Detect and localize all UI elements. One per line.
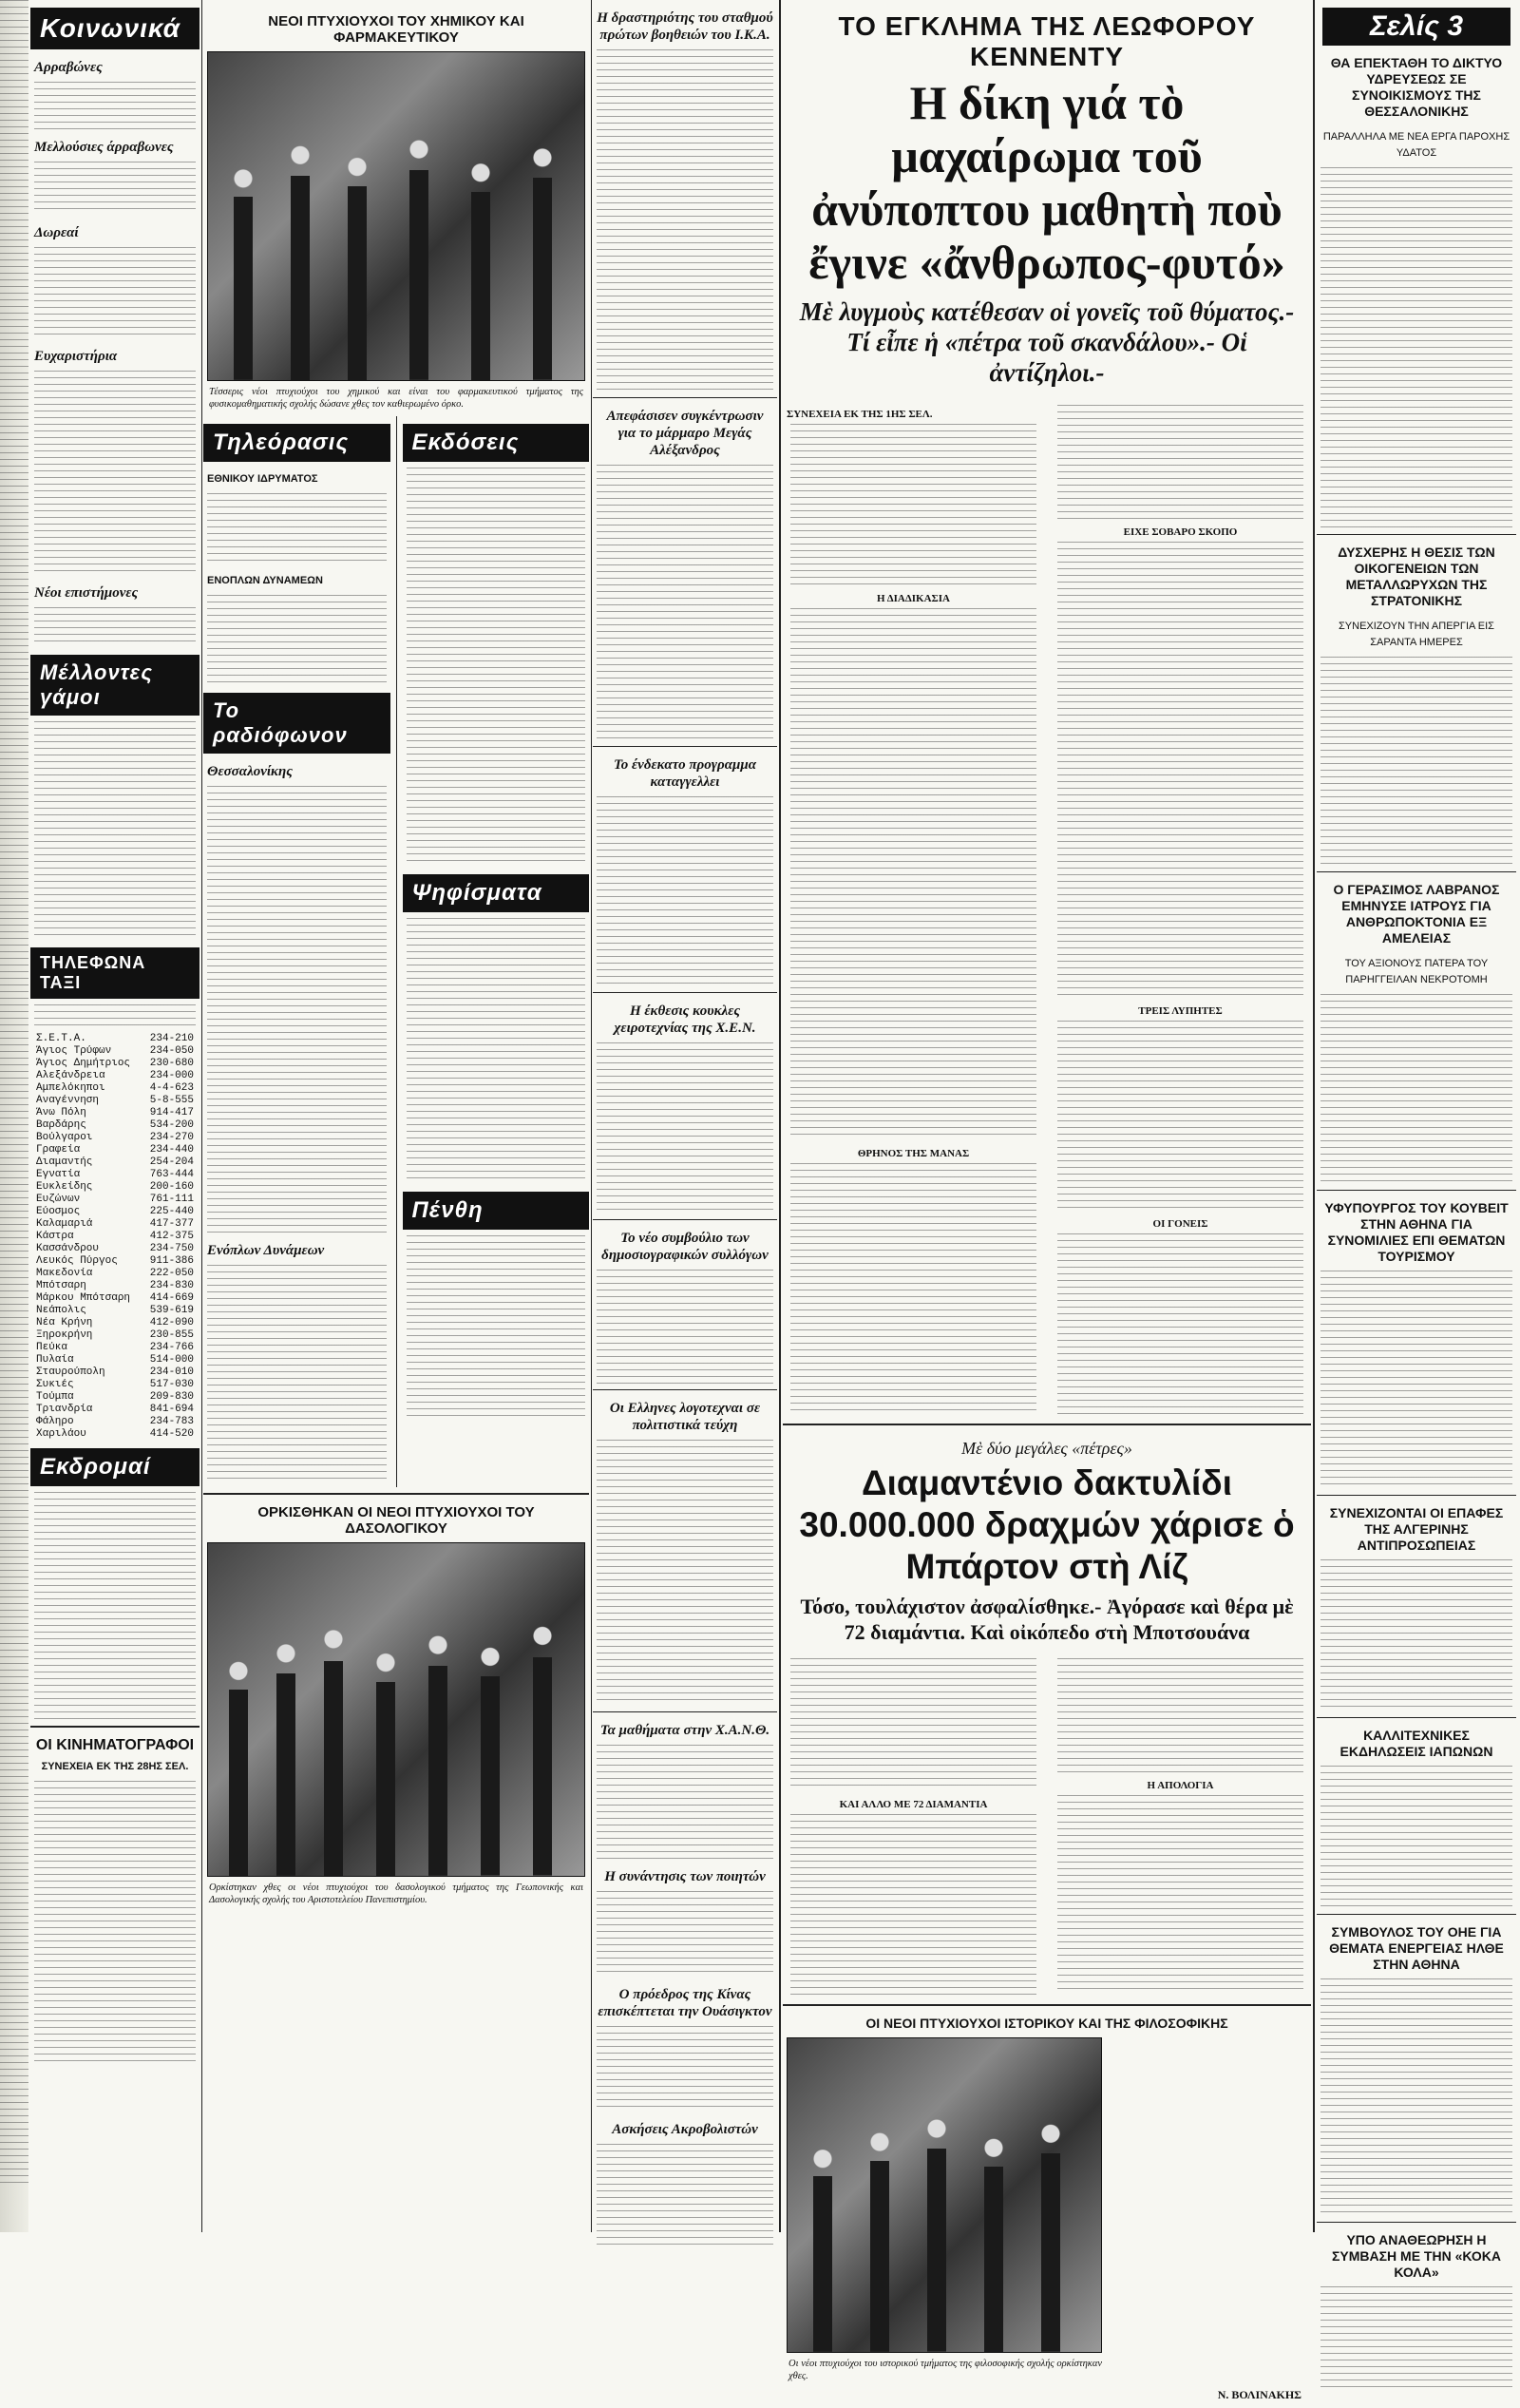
taxi-row	[36, 1231, 194, 1243]
taxi-name: Ξηροκρήνη	[36, 1329, 93, 1341]
story8-text	[1320, 2286, 1512, 2391]
new-scientists-heading: Νέοι επιστήμονες	[34, 585, 139, 601]
taxi-row	[36, 1243, 194, 1255]
diadikasia-text	[790, 608, 1036, 1140]
main-kicker: ΤΟ ΕΓΚΛΗΜΑ ΤΗΣ ΛΕΩΦΟΡΟΥ ΚΕΝΝΕΝΤΥ	[838, 11, 1256, 71]
taxi-number: 539-619	[149, 1305, 194, 1316]
history-graduates-photo	[787, 2037, 1102, 2353]
story5-title: ΣΥΝΕΧΙΖΟΝΤΑΙ ΟΙ ΕΠΑΦΕΣ ΤΗΣ ΑΛΓΕΡΙΝΗΣ ΑΝΤΙΠΡΟΣΩΠΕΙΑΣ	[1329, 1505, 1504, 1553]
column-rule	[779, 0, 781, 2232]
main-headline: Η δίκη γιά τὸ μαχαίρωμα τοῦ ἀνύποπτου μαθητὴ ποὺ ἔγινε «ἄνθρωπος-φυτό»	[808, 76, 1285, 289]
person-figure	[222, 1643, 255, 1876]
books-heading: Εκδόσεις	[403, 424, 590, 462]
column-rule	[591, 0, 592, 2232]
excursions-text	[34, 1492, 196, 1720]
taxi-phone-list	[36, 1033, 194, 1441]
story7-title: ΣΥΜΒΟΥΛΟΣ ΤΟΥ ΟΗΕ ΓΙΑ ΘΕΜΑΤΑ ΕΝΕΡΓΕΙΑΣ ΗΛΘΕ ΣΤΗΝ ΑΘΗΝΑ	[1329, 1924, 1504, 1972]
taxi-row	[36, 1280, 194, 1292]
taxi-number: 225-440	[149, 1206, 194, 1217]
kinotis-text	[597, 796, 773, 986]
taxi-row	[36, 1292, 194, 1305]
taxi-row	[36, 1428, 194, 1441]
person-figure	[1035, 2104, 1067, 2352]
story4-text	[1320, 1271, 1512, 1489]
taxi-number: 761-111	[149, 1194, 194, 1205]
taxi-number: 911-386	[149, 1255, 194, 1267]
taxi-number: 514-000	[149, 1354, 194, 1366]
taxi-number: 414-520	[149, 1428, 194, 1440]
taxi-name: Άνω Πόλη	[36, 1107, 86, 1118]
mourning-text	[407, 1235, 586, 1416]
person-figure	[526, 127, 559, 380]
divider	[1317, 1495, 1516, 1496]
person-figure	[341, 138, 373, 380]
ellines-heading: Οι Ελληνες λογοτεχναι σε πολιτιστικά τεύχη	[609, 1401, 761, 1433]
taxi-name: Συκιές	[36, 1379, 74, 1390]
diamond-kicker: Μὲ δύο μεγάλες «πέτρες»	[961, 1439, 1132, 1458]
taxi-number: 517-030	[149, 1379, 194, 1390]
taxi-number: 200-160	[149, 1181, 194, 1193]
taxi-name: Άγιος Δημήτριος	[36, 1058, 131, 1069]
taxi-number: 234-440	[149, 1144, 194, 1156]
alexander-text	[597, 465, 773, 740]
divider	[1317, 534, 1516, 535]
radio-armed-program	[207, 1265, 387, 1483]
synantisi-text	[597, 1891, 773, 1977]
taxi-number: 414-669	[149, 1292, 194, 1304]
tv-ert-program	[207, 493, 387, 564]
diamond-headline: Διαμαντένιο δακτυλίδι 30.000.000 δραχμών χάρισε ὁ Μπάρτον στὴ Λίζ	[799, 1463, 1295, 1586]
col2-top-text	[1057, 405, 1303, 519]
taxi-name: Αλεξάνδρεια	[36, 1070, 105, 1081]
taxi-row	[36, 1033, 194, 1045]
taxi-name: Εύοσμος	[36, 1206, 81, 1217]
divider	[1317, 2222, 1516, 2223]
taxi-row	[36, 1082, 194, 1095]
societal-heading: Κοινωνικά	[30, 8, 200, 49]
taxi-number: 230-680	[149, 1058, 194, 1069]
tv-heading: Τηλεόρασις	[203, 424, 390, 462]
taxi-row	[36, 1317, 194, 1329]
continued-label: ΣΥΝΕΧΕΙΑ ΕΚ ΤΗΣ 1ΗΣ ΣΕΛ.	[787, 409, 933, 420]
diamond-col2-text	[1057, 1658, 1303, 1772]
main-body-col-1	[787, 401, 1040, 1418]
taxi-number: 234-050	[149, 1045, 194, 1057]
taxi-number: 534-200	[149, 1119, 194, 1131]
books-column	[403, 416, 590, 1487]
taxi-name: Καλαμαριά	[36, 1218, 93, 1230]
taxi-name: Διαμαντής	[36, 1156, 93, 1168]
article-byline: Ν. ΒΟΛΙΝΑΚΗΣ	[1217, 2388, 1302, 2401]
radio-armed-label: Ενόπλων Δυνάμεων	[207, 1243, 325, 1258]
story7-text	[1320, 1978, 1512, 2216]
taxi-row	[36, 1329, 194, 1342]
main-lead-text	[790, 424, 1036, 585]
person-figure	[227, 151, 259, 381]
taxi-number: 412-090	[149, 1317, 194, 1328]
person-figure	[526, 1603, 559, 1876]
person-figure	[422, 1614, 454, 1877]
taxi-row	[36, 1305, 194, 1317]
story1-title: ΘΑ ΕΠΕΚΤΑΘΗ ΤΟ ΔΙΚΤΥΟ ΥΔΡΕΥΣΕΩΣ ΣΕ ΣΥΝΟΙΚΙΣΜΟΥΣ ΤΗΣ ΘΕΣΣΑΛΟΝΙΚΗΣ	[1330, 55, 1503, 119]
person-figure	[465, 144, 497, 380]
resolutions-text	[407, 918, 586, 1184]
taxi-name: Πεύκα	[36, 1342, 68, 1353]
chemistry-photo-caption: Τέσσερις νέοι πτυχιούχοι του χημικού και είναι του φαρμακευτικού τμήματος της φυσικομαθηματικής σχολής δώσανε χθες τον καθιερωμένο όρκο.	[209, 387, 583, 410]
person-figure	[474, 1627, 506, 1877]
taxi-row	[36, 1342, 194, 1354]
page-edge-strip	[0, 0, 28, 2232]
taxi-row	[36, 1354, 194, 1366]
taxi-number: 222-050	[149, 1268, 194, 1279]
cinema-subheading: ΣΥΝΕΧΕΙΑ ΕΚ ΤΗΣ 28ΗΣ ΣΕΛ.	[41, 1761, 189, 1772]
section-lypes: ΤΡΕΙΣ ΛΥΠΗΤΕΣ	[1138, 1005, 1223, 1017]
taxi-row	[36, 1391, 194, 1404]
engagements-heading: Αρραβώνες	[34, 60, 103, 75]
taxi-number: 914-417	[149, 1107, 194, 1118]
page-label: Σελίς 3	[1322, 8, 1510, 46]
taxi-number: 234-783	[149, 1416, 194, 1427]
taxi-name: Τούμπα	[36, 1391, 74, 1403]
divider	[1317, 1190, 1516, 1191]
divider	[783, 2004, 1311, 2006]
taxi-row	[36, 1119, 194, 1132]
person-figure	[978, 2120, 1010, 2352]
diamond-body-col-1	[787, 1654, 1040, 1998]
radio-thess-label: Θεσσαλονίκης	[207, 764, 293, 779]
radio-heading: Το ραδιόφωνον	[203, 693, 390, 754]
mathimata-heading: Τα μαθήματα στην Χ.Α.Ν.Θ.	[599, 1723, 770, 1738]
ellines-text	[597, 1440, 773, 1706]
engagements-heading-2: Μελλούσιες άρραβωνες	[34, 140, 174, 155]
engagements-text	[34, 82, 196, 129]
goneis-text	[1057, 1233, 1303, 1414]
section-goneis: ΟΙ ΓΟΝΕΙΣ	[1152, 1218, 1208, 1230]
taxi-row	[36, 1255, 194, 1268]
syllogos-heading: Το νέο συμβούλιο των δημοσιογραφικών συλλόγων	[601, 1231, 769, 1263]
taxi-number: 5-8-555	[149, 1095, 194, 1106]
taxi-name: Νεάπολις	[36, 1305, 86, 1316]
section-apologia: Η ΑΠΟΛΟΓΙΑ	[1147, 1780, 1214, 1791]
diamantia-text	[790, 1814, 1036, 1995]
main-body-columns	[787, 401, 1307, 1418]
person-figure	[807, 2132, 839, 2352]
ika-heading: Η δραστηριότης του σταθμού πρώτων βοηθειών του Ι.Κ.Α.	[597, 10, 773, 43]
divider	[203, 1493, 589, 1495]
taxi-row	[36, 1206, 194, 1218]
divider	[593, 746, 777, 747]
excursions-heading: Εκδρομαί	[30, 1448, 200, 1486]
taxi-name: Σ.Ε.Τ.Α.	[36, 1033, 86, 1044]
taxi-name: Νέα Κρήνη	[36, 1317, 93, 1328]
taxi-row	[36, 1169, 194, 1181]
tv-army-label: ΕΝΟΠΛΩΝ ΔΥΝΑΜΕΩΝ	[207, 575, 323, 586]
books-text	[407, 468, 586, 867]
person-figure	[864, 2113, 896, 2352]
right-column	[1317, 0, 1516, 2395]
taxi-number: 4-4-623	[149, 1082, 194, 1094]
taxi-name: Ευκλείδης	[36, 1181, 93, 1193]
taxi-number: 234-750	[149, 1243, 194, 1254]
divider	[1317, 871, 1516, 872]
thanks-heading: Ευχαριστήρια	[34, 349, 118, 364]
person-figure	[403, 118, 435, 380]
story6-title: ΚΑΛΛΙΤΕΧΝΙΚΕΣ ΕΚΔΗΛΩΣΕΙΣ ΙΑΠΩΝΩΝ	[1340, 1728, 1493, 1759]
story8-title: ΥΠΟ ΑΝΑΘΕΩΡΗΣΗ Η ΣΥΜΒΑΣΗ ΜΕ ΤΗΝ «ΚΟΚΑ ΚΟΛΑ»	[1332, 2232, 1501, 2280]
story5-text	[1320, 1559, 1512, 1711]
taxi-row	[36, 1132, 194, 1144]
taxi-number: 841-694	[149, 1404, 194, 1415]
story2-subtitle: ΣΥΝΕΧΙΖΟΥΝ ΤΗΝ ΑΠΕΡΓΙΑ ΕΙΣ ΣΑΡΑΝΤΑ ΗΜΕΡΕΣ	[1339, 621, 1494, 648]
story3-text	[1320, 994, 1512, 1184]
taxi-name: Χαριλάου	[36, 1428, 86, 1440]
xen-text	[597, 1042, 773, 1214]
proedros-heading: Ο πρόεδρος της Κίνας επισκέπτεται την Ουάσιγκτον	[598, 1987, 772, 2019]
kinotis-heading: Το ένδεκατο προγραμμα καταγγελλει	[613, 757, 756, 790]
column-rule	[396, 416, 397, 1487]
person-figure	[921, 2098, 953, 2352]
resolutions-heading: Ψηφίσματα	[403, 874, 590, 912]
taxi-name: Αμπελόκηποι	[36, 1082, 105, 1094]
alexander-heading: Απεφάσισεν συγκέντρωσιν για το μάρμαρο Μεγάς Αλέξανδρος	[606, 409, 764, 458]
xen-heading: Η έκθεσις κουκλες χειροτεχνίας της Χ.Ε.Ν.	[614, 1003, 756, 1036]
mathimata-text	[597, 1745, 773, 1859]
future-weddings-heading: Μέλλοντες γάμοι	[30, 655, 200, 716]
taxi-number: 254-204	[149, 1156, 194, 1168]
story6-text	[1320, 1766, 1512, 1908]
tv-army-program	[207, 595, 387, 685]
askisi-text	[597, 2144, 773, 2248]
taxi-name: Λευκός Πύργος	[36, 1255, 118, 1267]
taxi-name: Φάληρο	[36, 1416, 74, 1427]
story2-title: ΔΥΣΧΕΡΗΣ Η ΘΕΣΙΣ ΤΩΝ ΟΙΚΟΓΕΝΕΙΩΝ ΤΩΝ ΜΕΤΑΛΛΩΡΥΧΩΝ ΤΗΣ ΣΤΡΑΤΟΝΙΚΗΣ	[1338, 545, 1495, 608]
gifts-heading: Δωρεαί	[34, 225, 79, 240]
taxi-number: 234-270	[149, 1132, 194, 1143]
divider	[593, 1219, 777, 1220]
future-weddings-text	[34, 721, 196, 940]
new-scientists-text	[34, 607, 196, 647]
taxi-number: 234-830	[149, 1280, 194, 1291]
section-diadikasia: Η ΔΙΑΔΙΚΑΣΙΑ	[877, 593, 950, 604]
taxi-row	[36, 1181, 194, 1194]
taxi-name: Κασσάνδρου	[36, 1243, 100, 1254]
divider	[1317, 1717, 1516, 1718]
taxi-name: Εγνατία	[36, 1169, 81, 1180]
diamond-body-col-2	[1054, 1654, 1307, 1998]
taxi-number: 234-000	[149, 1070, 194, 1081]
taxi-row	[36, 1156, 194, 1169]
main-body-col-2	[1054, 401, 1307, 1418]
divider	[593, 1389, 777, 1390]
taxi-row	[36, 1218, 194, 1231]
cinema-listings	[34, 1781, 196, 2066]
taxi-name: Σταυρούπολη	[36, 1366, 105, 1378]
section-threnos: ΘΡΗΝΟΣ ΤΗΣ ΜΑΝΑΣ	[857, 1148, 970, 1159]
chemistry-photo-title: ΝΕΟΙ ΠΤΥΧΙΟΥΧΟΙ ΤΟΥ ΧΗΜΙΚΟΥ ΚΑΙ ΦΑΡΜΑΚΕΥΤΙΚΟΥ	[268, 13, 524, 46]
story3-title: Ο ΓΕΡΑΣΙΜΟΣ ΛΑΒΡΑΝΟΣ ΕΜΗΝΥΣΕ ΙΑΤΡΟΥΣ ΓΙΑ ΑΝΘΡΩΠΟΚΤΟΝΙΑ ΕΞ ΑΜΕΛΕΙΑΣ	[1333, 882, 1500, 946]
tv-column	[203, 416, 390, 1487]
syllogos-text	[597, 1270, 773, 1384]
section-skopo: ΕΙΧΕ ΣΟΒΑΡΟ ΣΚΟΠΟ	[1123, 526, 1238, 538]
divider	[30, 1726, 200, 1728]
lypes-text	[1057, 1021, 1303, 1211]
taxi-row	[36, 1366, 194, 1379]
taxi-row	[36, 1144, 194, 1156]
radio-thess-program	[207, 786, 387, 1233]
taxi-row	[36, 1404, 194, 1416]
taxi-number: 234-010	[149, 1366, 194, 1378]
main-subhead: Μὲ λυγμοὺς κατέθεσαν οἱ γονεῖς τοῦ θύματος.- Τί εἶπε ἡ «πέτρα τοῦ σκανδάλου».- Οἱ ἀντίζηλοι.-	[799, 297, 1295, 387]
taxi-name: Άγιος Τρύφων	[36, 1045, 112, 1057]
section-diamantia: ΚΑΙ ΑΛΛΟ ΜΕ 72 ΔΙΑΜΑΝΤΙΑ	[839, 1799, 988, 1810]
diamond-lead-text	[790, 1658, 1036, 1791]
taxi-number: 234-210	[149, 1033, 194, 1044]
story3-subtitle: ΤΟΥ ΑΞΙΟΝΟΥΣ ΠΑΤΕΡΑ ΤΟΥ ΠΑΡΗΓΓΕΙΛΑΝ ΝΕΚΡΟΤΟΜΗ	[1344, 958, 1489, 985]
column-2	[203, 0, 589, 1912]
taxi-number: 230-855	[149, 1329, 194, 1341]
edge-text	[0, 0, 28, 2186]
taxi-name: Κάστρα	[36, 1231, 74, 1242]
divider	[1317, 1914, 1516, 1915]
taxi-number: 763-444	[149, 1169, 194, 1180]
taxi-row	[36, 1379, 194, 1391]
forestry-graduates-photo	[207, 1542, 585, 1877]
taxi-row	[36, 1268, 194, 1280]
divider	[593, 992, 777, 993]
gifts-text	[34, 247, 196, 338]
taxi-name: Αναγέννηση	[36, 1095, 100, 1106]
taxi-name: Μακεδονία	[36, 1268, 93, 1279]
cinema-heading: ΟΙ ΚΙΝΗΜΑΤΟΓΡΑΦΟΙ	[35, 1737, 195, 1753]
divider	[593, 1711, 777, 1712]
forestry-photo-caption: Ορκίστηκαν χθες οι νέοι πτυχιούχοι του δασολογικού τμήματος της Γεωπονικής και Δασολογικής σχολής του Αριστοτελείου Πανεπιστημίου.	[209, 1882, 583, 1905]
chemistry-graduates-photo	[207, 51, 585, 381]
story1-text	[1320, 167, 1512, 528]
synantisi-heading: Η συνάντησις των ποιητών	[604, 1869, 766, 1884]
person-figure	[270, 1623, 302, 1876]
left-column	[30, 0, 200, 2070]
taxi-name: Βαρδάρης	[36, 1119, 86, 1131]
taxi-intro	[34, 1004, 196, 1029]
divider	[593, 397, 777, 398]
main-story	[783, 0, 1311, 2408]
skopo-text	[1057, 542, 1303, 998]
mourning-heading: Πένθη	[403, 1192, 590, 1230]
taxi-row	[36, 1416, 194, 1428]
story1-subtitle: ΠΑΡΑΛΛΗΛΑ ΜΕ ΝΕΑ ΕΡΓΑ ΠΑΡΟΧΗΣ ΥΔΑΤΟΣ	[1322, 131, 1510, 159]
taxi-name: Γραφεία	[36, 1144, 81, 1156]
taxi-number: 209-830	[149, 1391, 194, 1403]
divider	[783, 1424, 1311, 1425]
apologia-text	[1057, 1795, 1303, 1995]
taxi-row	[36, 1107, 194, 1119]
tv-and-books-row	[203, 416, 589, 1487]
taxi-row	[36, 1194, 194, 1206]
taxi-number: 417-377	[149, 1218, 194, 1230]
column-rule	[1313, 0, 1315, 2232]
person-figure	[317, 1607, 350, 1877]
person-figure	[370, 1634, 402, 1877]
taxi-name: Πυλαία	[36, 1354, 74, 1366]
taxi-number: 234-766	[149, 1342, 194, 1353]
story4-title: ΥΦΥΠΟΥΡΓΟΣ ΤΟΥ ΚΟΥΒΕΙΤ ΣΤΗΝ ΑΘΗΝΑ ΓΙΑ ΣΥΝΟΜΙΛΙΕΣ ΕΠΙ ΘΕΜΑΤΩΝ ΤΟΥΡΙΣΜΟΥ	[1324, 1200, 1509, 1264]
tv-ert-label: ΕΘΝΙΚΟΥ ΙΔΡΥΜΑΤΟΣ	[207, 473, 318, 485]
diamond-body-columns	[787, 1654, 1307, 1998]
taxi-name: Ευζώνων	[36, 1194, 81, 1205]
diamond-subhead: Τόσο, τουλάχιστον ἀσφαλίσθηκε.- Ἀγόρασε καὶ θέρα μὲ 72 διαμάντια. Καὶ οἰκόπεδο στὴ Μποτσουάνα	[800, 1595, 1294, 1644]
taxi-row	[36, 1058, 194, 1070]
taxi-row	[36, 1045, 194, 1058]
proedros-text	[597, 2026, 773, 2112]
taxi-name: Τριανδρία	[36, 1404, 93, 1415]
ika-text	[597, 49, 773, 392]
taxi-heading: ΤΗΛΕΦΩΝΑ ΤΑΞΙ	[30, 947, 200, 999]
column-3	[593, 0, 777, 2252]
threnos-text	[790, 1163, 1036, 1410]
askisi-heading: Ασκήσεις Ακροβολιστών	[612, 2122, 758, 2137]
taxi-number: 412-375	[149, 1231, 194, 1242]
person-figure	[284, 124, 316, 380]
history-photo-caption: Οι νέοι πτυχιούχοι του ιστορικού τμήματος της φιλοσοφικής σχολής ορκίστηκαν χθες.	[788, 2359, 1102, 2381]
history-photo-title: ΟΙ ΝΕΟΙ ΠΤΥΧΙΟΥΧΟΙ ΙΣΤΟΡΙΚΟΥ ΚΑΙ ΤΗΣ ΦΙΛΟΣΟΦΙΚΗΣ	[865, 2016, 1228, 2031]
taxi-name: Μπότσαρη	[36, 1280, 86, 1291]
taxi-name: Βούλγαροι	[36, 1132, 93, 1143]
column-rule	[201, 0, 202, 2232]
taxi-row	[36, 1070, 194, 1082]
engagements-text-2	[34, 162, 196, 215]
story2-text	[1320, 657, 1512, 866]
taxi-row	[36, 1095, 194, 1107]
taxi-name: Μάρκου Μπότσαρη	[36, 1292, 131, 1304]
thanks-text	[34, 371, 196, 575]
forestry-photo-title: ΟΡΚΙΣΘΗΚΑΝ ΟΙ ΝΕΟΙ ΠΤΥΧΙΟΥΧΟΙ ΤΟΥ ΔΑΣΟΛΟΓΙΚΟΥ	[257, 1504, 535, 1537]
